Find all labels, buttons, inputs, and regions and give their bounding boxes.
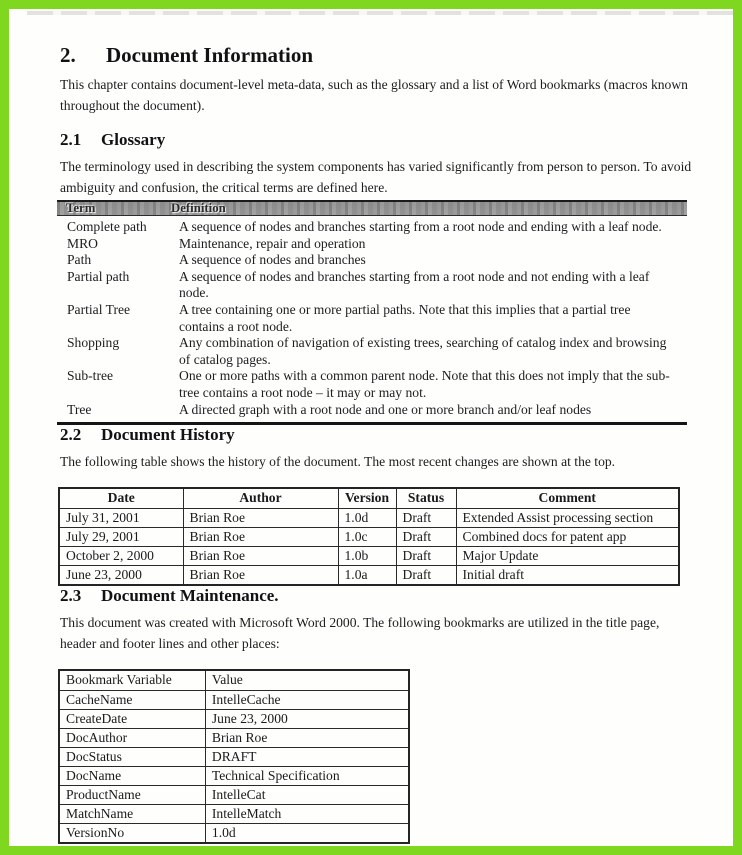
cell-value: IntelleMatch — [205, 805, 409, 824]
cell-comment: Initial draft — [456, 565, 679, 585]
table-row — [59, 565, 679, 585]
glossary-term: Complete path — [67, 219, 147, 234]
cell-bookmark-variable: VersionNo — [59, 824, 205, 844]
cell-version: 1.0c — [338, 527, 396, 546]
cell-bookmark-variable: DocAuthor — [59, 729, 205, 748]
section-paragraph: This document was created with Microsoft Word 2000. The following bookmarks are utilized in the title page, header and footer lines and other places: — [60, 614, 660, 651]
cell-comment: Major Update — [456, 546, 679, 565]
table-row — [57, 335, 687, 368]
cell-bookmark-variable: CacheName — [59, 691, 205, 710]
glossary-definition: A sequence of nodes and branches starting from a root node and not ending with a leaf node. — [179, 268, 650, 301]
table-header-row — [59, 488, 679, 508]
table-row — [59, 824, 409, 844]
glossary-term: Partial path — [67, 268, 130, 284]
column-header-version: Version — [338, 488, 396, 508]
glossary-definition: One or more paths with a common parent node. Note that this does not imply that the sub-tree contains a root node – it may or may not. — [179, 368, 670, 400]
glossary-term: Partial Tree — [67, 301, 131, 317]
cell-comment: Extended Assist processing section — [456, 508, 679, 527]
table-row — [59, 729, 409, 748]
section-paragraph: The following table shows the history of the document. The most recent changes are shown at the top. — [60, 454, 616, 470]
table-row — [59, 508, 679, 527]
section-heading-document-history — [60, 425, 693, 445]
glossary-definition: A directed graph with a root node and one or more branch and/or leaf nodes — [179, 401, 592, 417]
section-number: 2. — [60, 43, 76, 67]
cell-bookmark-variable: ProductName — [59, 786, 205, 805]
section-number: 2.2 — [60, 425, 82, 445]
cell-value: Brian Roe — [205, 729, 409, 748]
section-heading-glossary — [60, 130, 693, 150]
cell-version: 1.0a — [338, 565, 396, 585]
glossary-definition: A tree containing one or more partial paths. Note that this implies that a partial tree contains a root node. — [179, 301, 631, 334]
glossary-term: MRO — [67, 235, 98, 251]
table-row — [57, 402, 687, 419]
glossary-table-header — [57, 200, 687, 216]
cell-date: October 2, 2000 — [59, 546, 183, 565]
glossary-definition: Maintenance, repair and operation — [179, 235, 366, 251]
table-row — [59, 786, 409, 805]
section-number: 2.1 — [60, 130, 82, 149]
cell-value: 1.0d — [205, 824, 409, 844]
glossary-term: Tree — [67, 401, 92, 417]
glossary-definition: Any combination of navigation of existing trees, searching of catalog index and browsing of catalog pages. — [179, 335, 667, 367]
section-heading-document-maintenance — [60, 586, 693, 606]
section-paragraph: The terminology used in describing the system components has varied significantly from person to person. To avoid ambiguity and confusion, the critical terms are defined here. — [60, 159, 692, 195]
glossary-table — [57, 200, 687, 425]
cell-bookmark-variable: CreateDate — [59, 710, 205, 729]
glossary-term: Sub-tree — [67, 368, 114, 384]
cell-bookmark-variable: DocStatus — [59, 748, 205, 767]
table-row — [57, 368, 687, 401]
table-row — [57, 302, 687, 335]
glossary-table-body — [57, 216, 687, 425]
cell-status: Draft — [396, 546, 456, 565]
document-history-table — [58, 487, 680, 586]
glossary-term: Shopping — [67, 335, 120, 351]
table-row — [59, 710, 409, 729]
cell-author: Brian Roe — [183, 508, 338, 527]
section-title: Document Information — [106, 43, 314, 67]
table-header-row — [59, 670, 409, 691]
table-row — [59, 546, 679, 565]
cell-author: Brian Roe — [183, 565, 338, 585]
section-heading-document-information — [60, 43, 693, 67]
cell-date: July 29, 2001 — [59, 527, 183, 546]
cell-status: Draft — [396, 527, 456, 546]
table-row — [59, 767, 409, 786]
column-header-date: Date — [59, 488, 183, 508]
column-header-value: Value — [205, 670, 409, 691]
column-header-author: Author — [183, 488, 338, 508]
cell-version: 1.0b — [338, 546, 396, 565]
table-row — [59, 691, 409, 710]
glossary-header-definition: Definition — [171, 201, 226, 215]
section-title: Document History — [101, 425, 235, 445]
section-title: Document Maintenance. — [101, 585, 279, 605]
cell-status: Draft — [396, 565, 456, 585]
table-row — [59, 748, 409, 767]
glossary-definition: A sequence of nodes and branches starting from a root node and ending with a leaf node. — [179, 219, 662, 234]
cell-version: 1.0d — [338, 508, 396, 527]
cell-value: IntelleCat — [205, 786, 409, 805]
section-paragraph: This chapter contains document-level meta-data, such as the glossary and a list of Word bookmarks (macros known throughout the document). — [60, 77, 688, 113]
column-header-status: Status — [396, 488, 456, 508]
table-row — [57, 219, 687, 236]
cell-value: DRAFT — [205, 748, 409, 767]
document-content — [9, 9, 733, 844]
cell-author: Brian Roe — [183, 527, 338, 546]
table-row — [57, 252, 687, 269]
bookmarks-table — [58, 669, 410, 845]
glossary-definition: A sequence of nodes and branches — [179, 252, 366, 268]
cell-bookmark-variable: DocName — [59, 767, 205, 786]
table-row — [57, 269, 687, 302]
table-row — [59, 527, 679, 546]
glossary-term: Path — [67, 252, 92, 268]
cell-value: IntelleCache — [205, 691, 409, 710]
cell-bookmark-variable: MatchName — [59, 805, 205, 824]
cell-comment: Combined docs for patent app — [456, 527, 679, 546]
cell-date: July 31, 2001 — [59, 508, 183, 527]
column-header-bookmark-variable: Bookmark Variable — [59, 670, 205, 691]
cell-author: Brian Roe — [183, 546, 338, 565]
cell-value: Technical Specification — [205, 767, 409, 786]
cell-value: June 23, 2000 — [205, 710, 409, 729]
cell-date: June 23, 2000 — [59, 565, 183, 585]
column-header-comment: Comment — [456, 488, 679, 508]
table-row — [59, 805, 409, 824]
glossary-header-term: Term — [66, 201, 96, 215]
cell-status: Draft — [396, 508, 456, 527]
section-title: Glossary — [101, 130, 166, 149]
table-row — [57, 236, 687, 253]
section-number: 2.3 — [60, 585, 82, 605]
